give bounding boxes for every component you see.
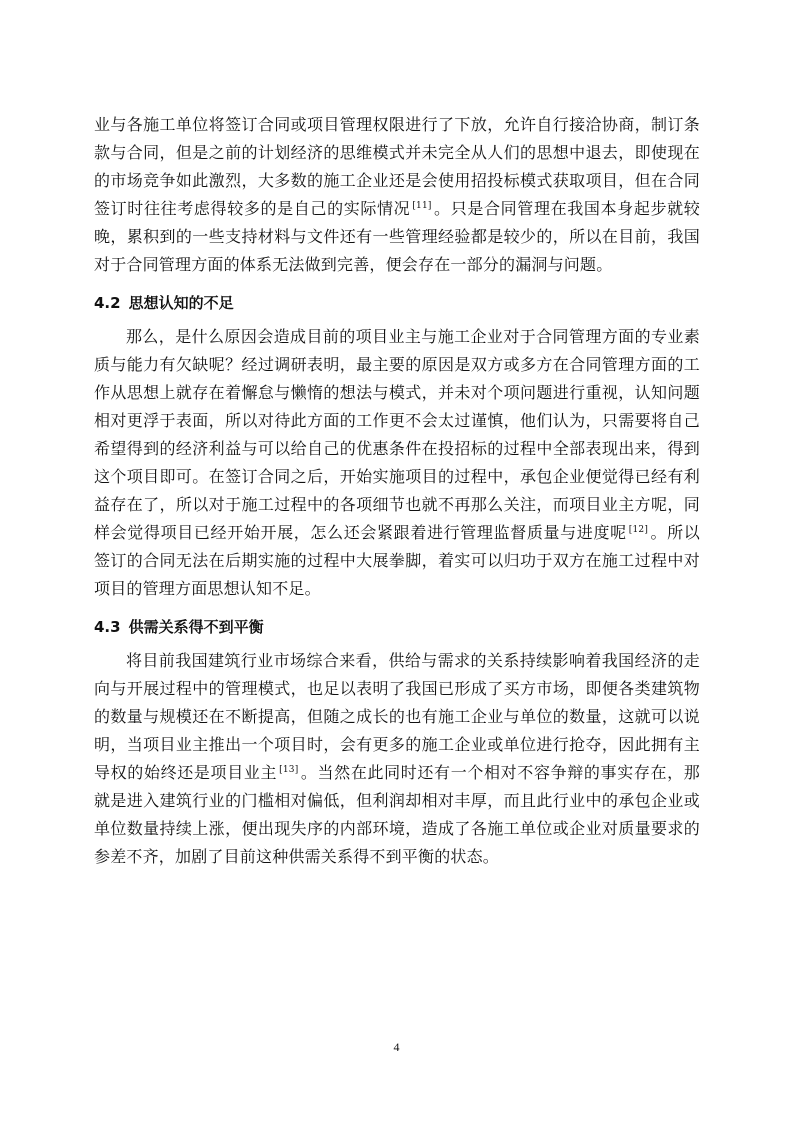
citation-11: [11]: [412, 201, 432, 211]
paragraph-4-2: [94, 323, 700, 603]
paragraph-text: 。只是合同管理在我国本身起步就较晚，累积到的一些支持材料与文件还有一些管理经验都是较少的，所以在目前，我国对于合同管理方面的体系无法做到完善，便会存在一部分的漏洞与问题。: [94, 199, 700, 274]
paragraph-text: 。所以签订的合同无法在后期实施的过程中大展拳脚，着实可以归功于双方在施工过程中对项目的管理方面思想认知不足。: [94, 523, 700, 598]
section-title: 思想认知的不足: [128, 294, 234, 312]
citation-12: [12]: [628, 525, 649, 535]
section-number: 4.2: [94, 294, 121, 312]
paragraph-text: 。当然在此同时还有一个相对不容争辩的事实存在，那就是进入建筑行业的门槛相对偏低，但利润却相对丰厚，而且此行业中的承包企业或单位数量持续上涨，便出现失序的内部环境，造成了各施工单位或企业对质量要求的参差不齐，加剧了目前这种供需关系得不到平衡的状态。: [94, 763, 700, 866]
page-number: 4: [393, 1040, 400, 1054]
section-title: 供需关系得不到平衡: [128, 618, 264, 636]
paragraph-4-3: [94, 647, 700, 871]
document-page: [94, 111, 700, 871]
paragraph-text: 那么，是什么原因会造成目前的项目业主与施工企业对于合同管理方面的专业素质与能力有欠缺呢？经过调研表明，最主要的原因是双方或多方在合同管理方面的工作从思想上就存在着懈怠与懒惰的想法与模式，并未对个项问题进行重视，认知问题相对更浮于表面，所以对待此方面的工作更不会太过谨慎，他们认为，只需要将自己希望得到的经济利益与可以给自己的优惠条件在投招标的过程中全部表现出来，得到这个项目即可。在签订合同之后，开始实施项目的过程中，承包企业便觉得已经有利益存在了，所以对于施工过程中的各项细节也就不再那么关注，而项目业主方呢，同样会觉得项目已经开始开展，怎么还会紧跟着进行管理监督质量与进度呢: [94, 327, 700, 542]
paragraph-text: 将目前我国建筑行业市场综合来看，供给与需求的关系持续影响着我国经济的走向与开展过程中的管理模式，也足以表明了我国已形成了买方市场，即便各类建筑物的数量与规模还在不断提高，但随之成长的也有施工企业与单位的数量，这就可以说明，当项目业主推出一个项目时，会有更多的施工企业或单位进行抢夺，因此拥有主导权的始终还是项目业主: [94, 651, 700, 782]
paragraph-text: 业与各施工单位将签订合同或项目管理权限进行了下放，允许自行接洽协商，制订条款与合同，但是之前的计划经济的思维模式并未完全从人们的思想中退去，即使现在的市场竞争如此激烈，大多数的施工企业还是会使用招投标模式获取项目，但在合同签订时往往考虑得较多的是自己的实际情况: [94, 115, 700, 218]
section-heading-4-3: [94, 617, 700, 637]
paragraph-continued: [94, 111, 700, 279]
section-number: 4.3: [94, 618, 121, 636]
citation-13: [13]: [279, 765, 299, 775]
section-heading-4-2: [94, 293, 700, 313]
